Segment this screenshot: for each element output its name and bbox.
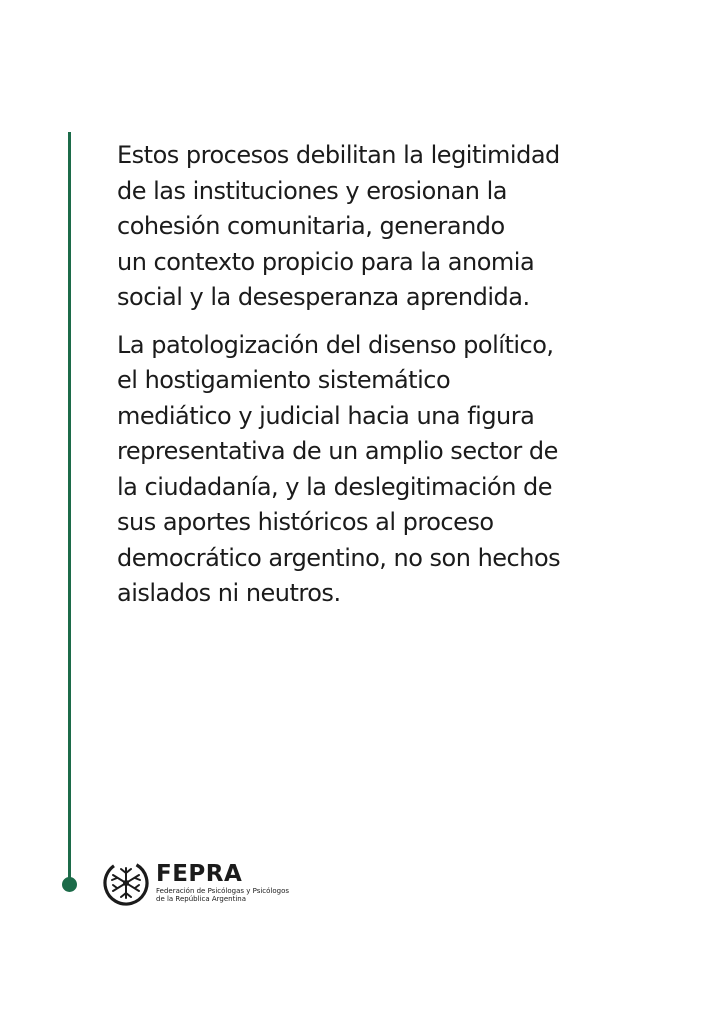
paragraph-line: Estos procesos debilitan la legitimidad	[117, 141, 560, 169]
logo-subtitle-line: de la República Argentina	[156, 895, 247, 903]
paragraph-line: sus aportes históricos al proceso	[117, 508, 494, 536]
accent-dot	[62, 877, 77, 892]
paragraph-line: la ciudadanía, y la deslegitimación de	[117, 472, 553, 501]
paragraph-line: democrático argentino, no son hechos	[117, 543, 561, 572]
paragraph-line: un contexto propicio para la anomia	[117, 247, 535, 276]
paragraph-line: representativa de un amplio sector de	[117, 437, 558, 465]
fepra-emblem-icon	[100, 857, 152, 909]
fepra-logo	[100, 857, 289, 909]
paragraph-line: mediático y judicial hacia una figura	[117, 401, 535, 430]
logo-name: FEPRA	[156, 861, 243, 887]
paragraph-line: de las instituciones y erosionan la	[117, 176, 507, 205]
paragraph-1	[117, 138, 677, 316]
paragraph-line: cohesión comunitaria, generando	[117, 212, 505, 240]
paragraph-line: aislados ni neutros.	[117, 579, 341, 607]
logo-text	[156, 861, 289, 903]
paragraph-line: La patologización del disenso político,	[117, 330, 554, 359]
logo-subtitle-line: Federación de Psicólogas y Psicólogos	[156, 887, 290, 895]
paragraph-2	[117, 328, 677, 612]
paragraph-line: social y la desesperanza aprendida.	[117, 283, 530, 311]
paragraph-line: el hostigamiento sistemático	[117, 366, 451, 394]
vertical-accent-line	[68, 132, 71, 884]
body-text	[117, 138, 677, 624]
